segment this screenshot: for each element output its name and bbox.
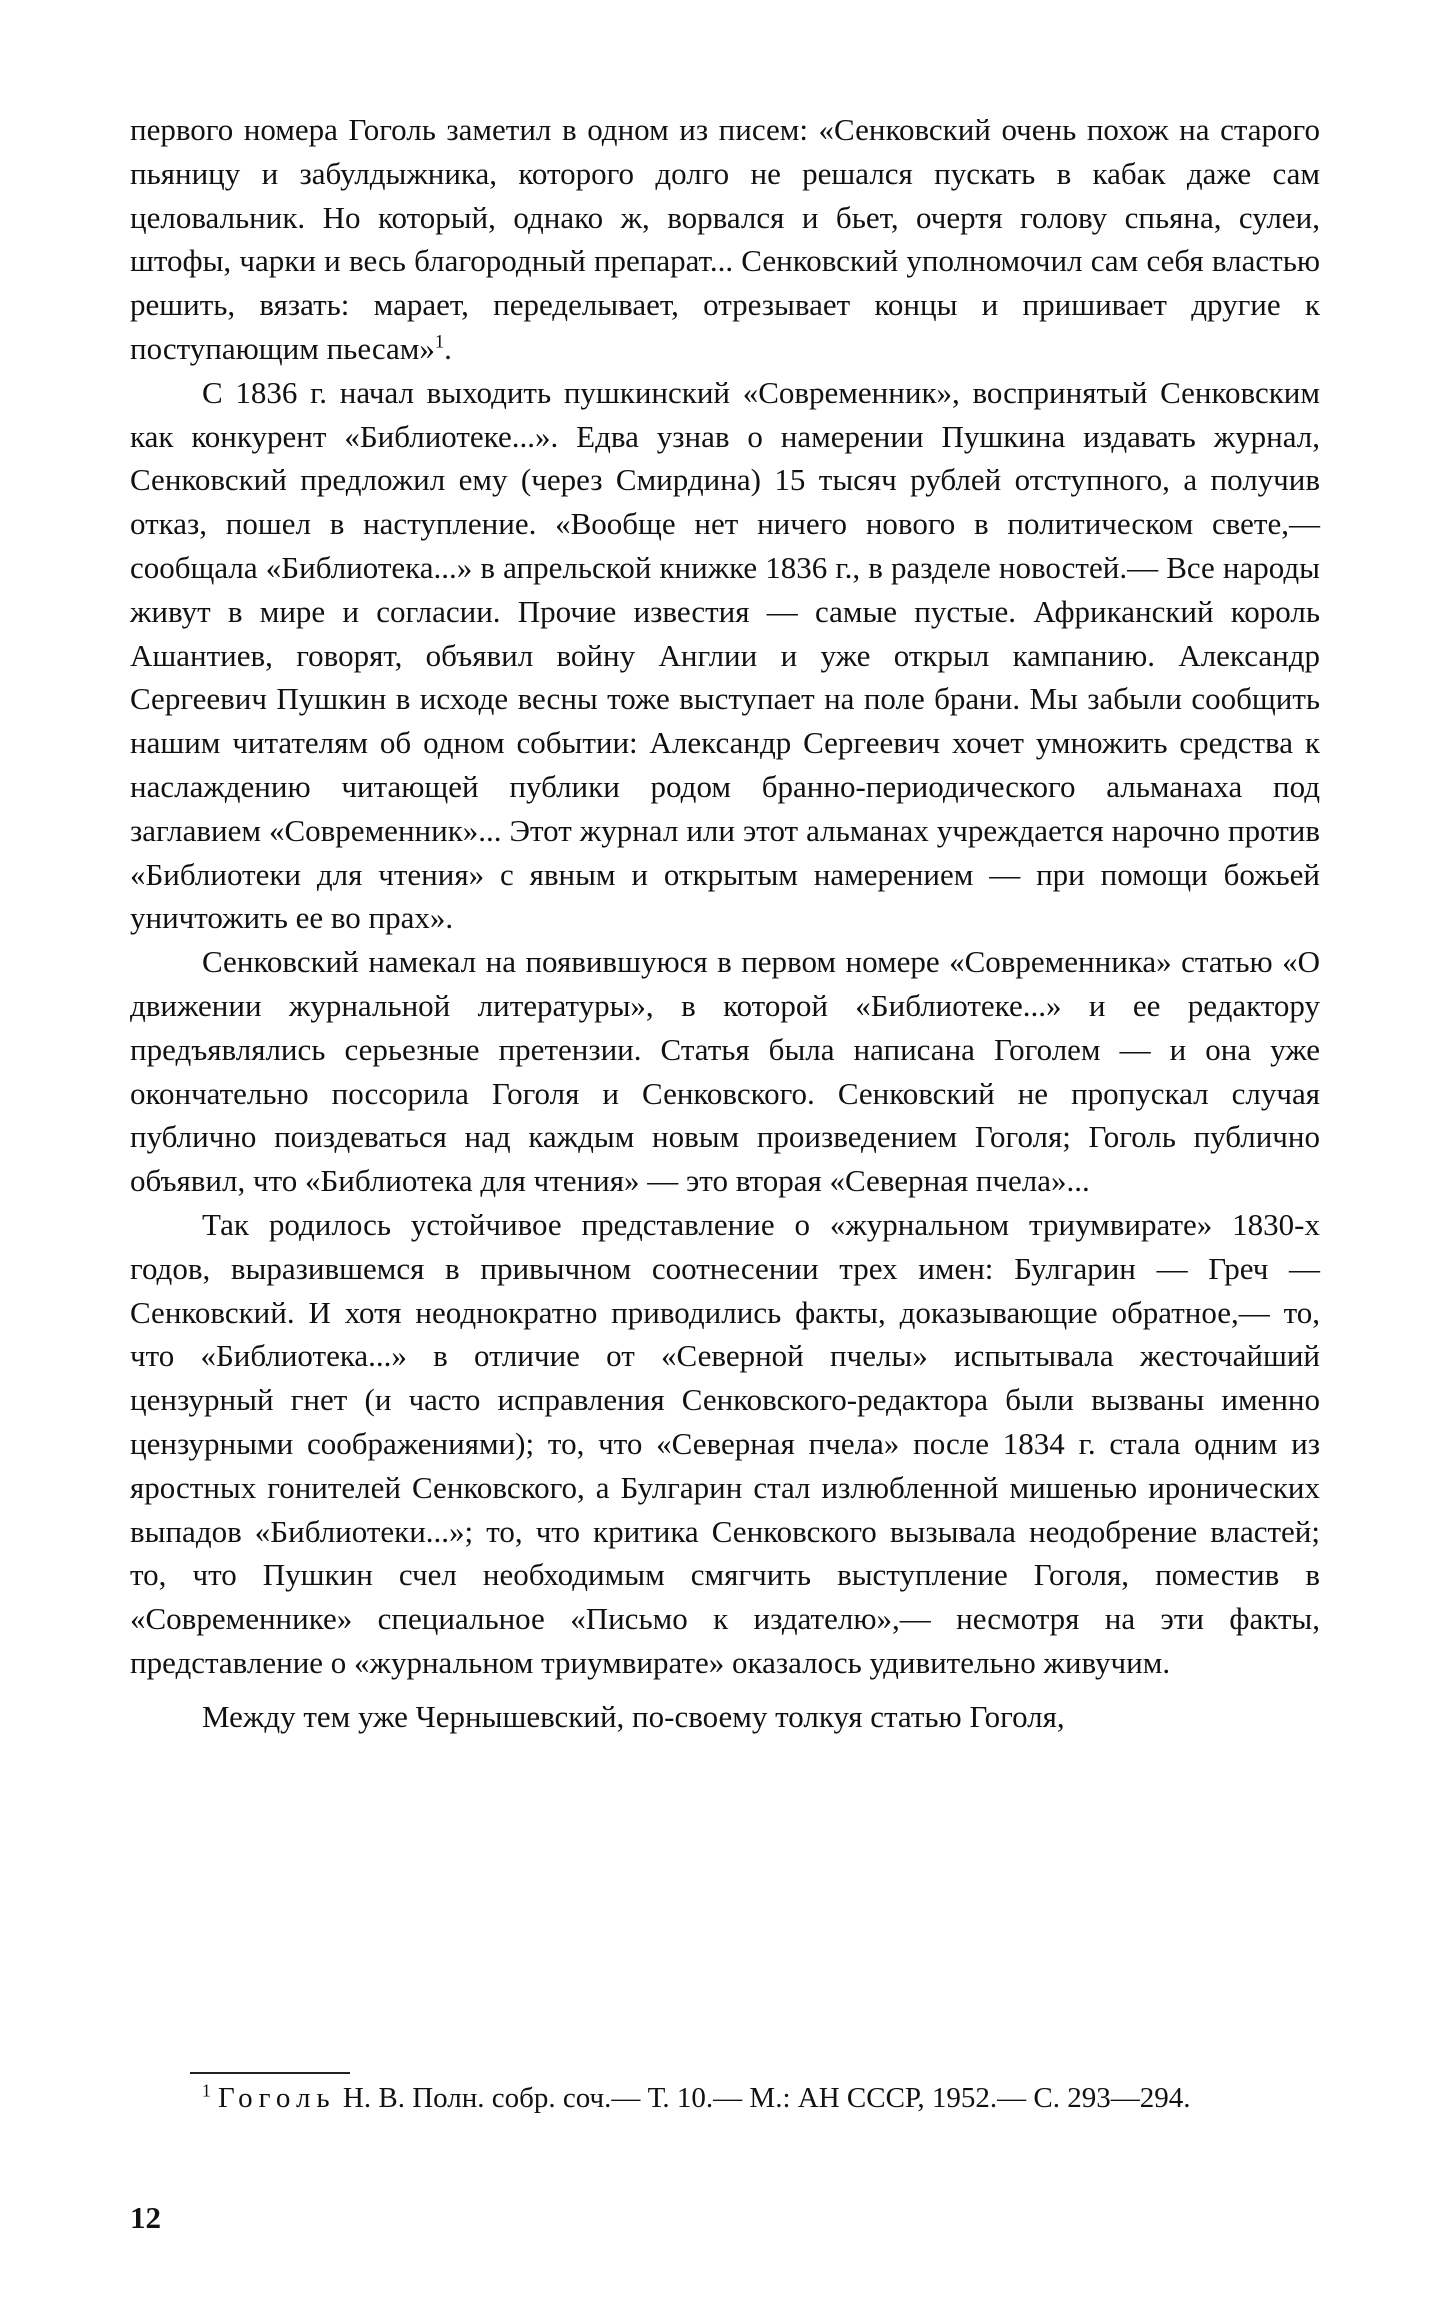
paragraph-1-text: первого номера Гоголь заметил в одном из писем: «Сенковский очень похож на старого пьяницу и забулдыжника, которого долго не решался пускать в кабак даже сам целовальник. Но который, однако ж, ворвался и бьет, очертя голову спьяна, сулеи, штофы, чарки и весь благородный препарат... Сенковский уполномочил сам себя властью решить, вязать: марает, переделывает, отрезывает концы и пришивает другие к поступающим пьесам» xyxy=(130,112,1320,366)
paragraph-3: Сенковский намекал на появившуюся в первом номере «Современника» статью «О движении журнальной литературы», в которой «Библиотеке...» и ее редактору предъявлялись серьезные претензии. Статья была написана Гоголем — и она уже окончательно поссорила Гоголя и Сенковского. Сенковский не пропускал случая публично поиздеваться над каждым новым произведением Гоголя; Гоголь публично объявил, что «Библиотека для чтения» — это вторая «Северная пчела»... xyxy=(130,944,1320,1199)
paragraph-2: С 1836 г. начал выходить пушкинский «Современник», воспринятый Сенковским как конкурент «Библиотеке...». Едва узнав о намерении Пушкина издавать журнал, Сенковский предложил ему (через Смирдина) 15 тысяч рублей отступного, а получив отказ, пошел в наступление. «Вообще нет ничего нового в политическом свете,— сообщала «Библиотека...» в апрельской книжке 1836 г., в разделе новостей.— Все народы живут в мире и согласии. Прочие известия — самые пустые. Африканский король Ашантиев, говорят, объявил войну Англии и уже открыл кампанию. Александр Сергеевич Пушкин в исходе весны тоже выступает на поле брани. Мы забыли сообщить нашим читателям об одном событии: Александр Сергеевич хочет умножить средства к наслаждению читающей публики родом бранно-периодического альманаха под заглавием «Современник»... Этот журнал или этот альманах учреждается нарочно против «Библиотеки для чтения» с явным и открытым намерением — при помощи божьей уничтожить ее во прах». xyxy=(130,374,1320,936)
footnote-divider xyxy=(190,2072,350,2074)
footnote-reference: 1 xyxy=(434,331,445,353)
page-number: 12 xyxy=(130,2200,161,2235)
footnote-text: Н. В. Полн. собр. соч.— Т. 10.— М.: АН СССР, 1952.— С. 293—294. xyxy=(335,2082,1191,2114)
paragraph-4: Так родилось устойчивое представление о «журнальном триумвирате» 1830-х годов, выразившемся в привычном соотнесении трех имен: Булгарин — Греч — Сенковский. И хотя неоднократно приводились факты, доказывающие обратное,— то, что «Библиотека...» в отличие от «Северной пчелы» испытывала жесточайший цензурный гнет (и часто исправления Сенковского-редактора были вызваны именно цензурными соображениями); то, что «Северная пчела» после 1834 г. стала одним из яростных гонителей Сенковского, а Булгарин стал излюбленной мишенью иронических выпадов «Библиотеки...»; то, что критика Сенковского вызывала неодобрение властей; то, что Пушкин счел необходимым смягчить выступление Гоголя, поместив в «Современнике» специальное «Письмо к издателю»,— несмотря на эти факты, представление о «журнальном триумвирате» оказалось удивительно живучим. xyxy=(130,1206,1320,1680)
footnote-author: Гоголь xyxy=(217,2082,336,2114)
footnote-marker: 1 xyxy=(202,2080,211,2101)
paragraph-1: первого номера Гоголь заметил в одном из писем: «Сенковский очень похож на старого пьяницу и забулдыжника, которого долго не решался пускать в кабак даже сам целовальник. Но который, однако ж, ворвался и бьет, очертя голову спьяна, сулеи, штофы, чарки и весь благородный препарат... Сенковский уполномочил сам себя властью решить, вязать: марает, переделывает, отрезывает концы и пришивает другие к поступающим пьесам»$^1$. xyxy=(130,112,1320,366)
book-page xyxy=(130,108,1320,2235)
footnote xyxy=(130,2078,1320,2118)
paragraph-5: Между тем уже Чернышевский, по-своему толкуя статью Гоголя, xyxy=(202,1698,1065,1734)
